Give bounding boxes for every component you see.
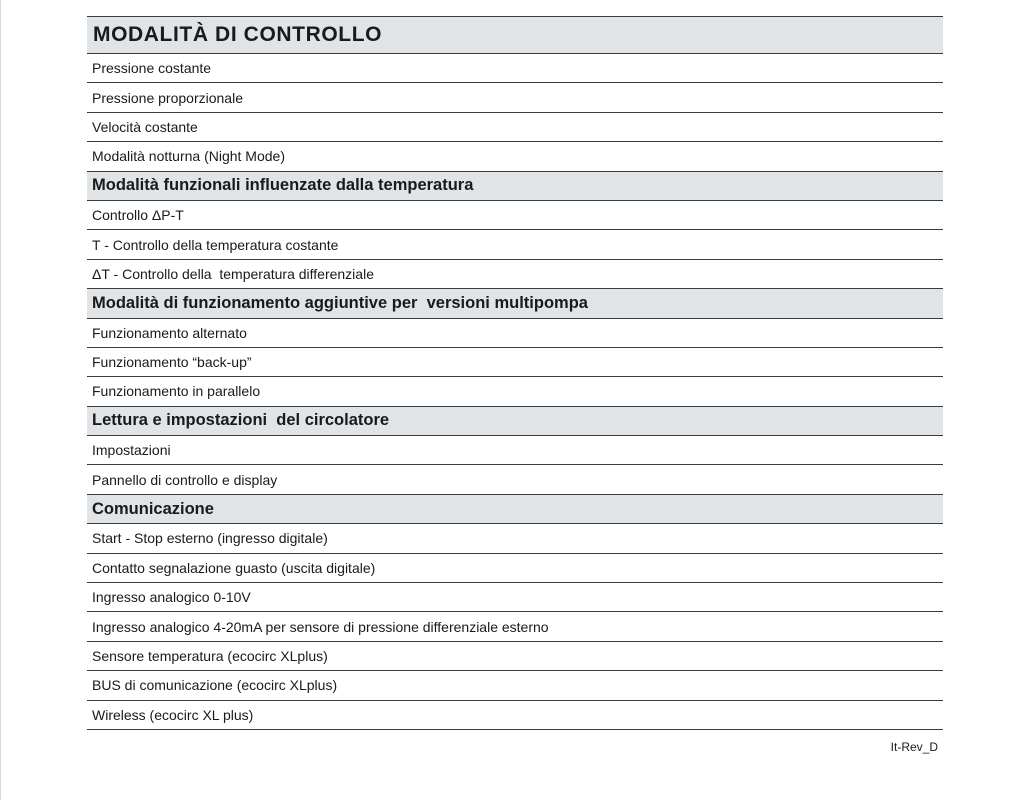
table-title-row <box>87 16 943 54</box>
table-row <box>87 671 943 700</box>
table-row <box>87 142 943 171</box>
section-header <box>87 495 943 524</box>
row-label: Funzionamento alternato <box>92 324 247 341</box>
row-label: ΔT - Controllo della temperatura differenziale <box>92 265 374 282</box>
table-row <box>87 260 943 289</box>
row-label: Funzionamento in parallelo <box>92 383 261 400</box>
table-row <box>87 230 943 259</box>
control-modes-table <box>87 16 943 730</box>
table-row <box>87 348 943 377</box>
revision-label: It-Rev_D <box>890 740 938 754</box>
row-label: Modalità notturna (Night Mode) <box>92 148 285 165</box>
section-header <box>87 289 943 318</box>
table-row <box>87 642 943 671</box>
row-label: Controllo ΔP-T <box>92 207 184 224</box>
row-label: Impostazioni <box>92 442 171 459</box>
table-row <box>87 465 943 494</box>
table-title: MODALITÀ DI CONTROLLO <box>93 23 383 46</box>
table-row <box>87 701 943 730</box>
table-row <box>87 83 943 112</box>
table-row <box>87 612 943 641</box>
row-label: Ingresso analogico 0-10V <box>92 589 251 606</box>
row-label: Pressione costante <box>92 60 212 77</box>
row-label: Contatto segnalazione guasto (uscita digitale) <box>92 559 376 576</box>
table-row <box>87 436 943 465</box>
table-body <box>87 54 943 730</box>
table-row <box>87 54 943 83</box>
section-header <box>87 172 943 201</box>
section-header <box>87 407 943 436</box>
row-label: Funzionamento “back-up” <box>92 354 252 371</box>
table-row <box>87 583 943 612</box>
row-label: BUS di comunicazione (ecocirc XLplus) <box>92 677 338 694</box>
row-label: Pressione proporzionale <box>92 89 243 106</box>
row-label: Sensore temperatura (ecocirc XLplus) <box>92 648 328 664</box>
row-label: Pannello di controllo e display <box>92 471 278 488</box>
table-row <box>87 377 943 406</box>
row-label: Wireless (ecocirc XL plus) <box>92 706 254 723</box>
row-label: Velocità costante <box>92 118 198 135</box>
row-label: Start - Stop esterno (ingresso digitale) <box>92 530 328 547</box>
table-row <box>87 524 943 553</box>
row-label: T - Controllo della temperatura costante <box>92 236 339 253</box>
section-heading-text: Modalità di funzionamento aggiuntive per versioni multipompa <box>92 293 588 312</box>
table-row <box>87 201 943 230</box>
page-left-edge <box>0 0 1 800</box>
section-heading-text: Modalità funzionali influenzate dalla temperatura <box>92 176 474 195</box>
table-row <box>87 319 943 348</box>
section-heading-text: Lettura e impostazioni del circolatore <box>92 411 390 430</box>
section-heading-text: Comunicazione <box>92 499 214 518</box>
table-row <box>87 554 943 583</box>
table-row <box>87 113 943 142</box>
row-label: Ingresso analogico 4-20mA per sensore di pressione differenziale esterno <box>92 618 549 635</box>
